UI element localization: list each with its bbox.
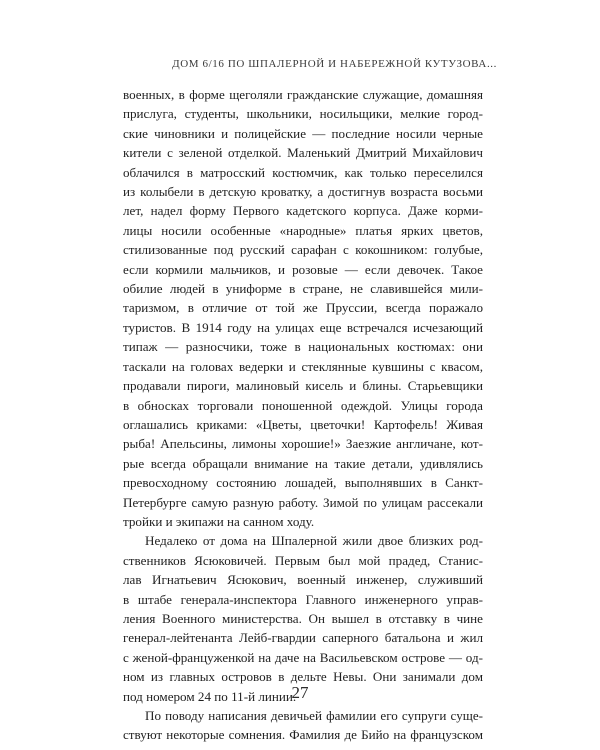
paragraph-1 (123, 85, 483, 531)
text-line: из колыбели в детскую кроватку, а достигнув возраста восьми (123, 184, 483, 200)
text-line: продавали пироги, малиновый кисель и блины. Старьевщики (123, 378, 483, 394)
text-line: лицы носили особенные «народные» платья ярких цветов, (123, 222, 483, 238)
text-line: в штабе генерала-инспектора Главного инженерного управ- (123, 591, 483, 607)
paragraph-2 (123, 531, 483, 706)
text-line: тройки и экипажи на санном ходу. (123, 513, 315, 529)
text-line: стилизованные под русский сарафан с кокошником: голубые, (123, 242, 483, 258)
text-line: оглашались криками: «Цветы, цветочки! Картофель! Живая (123, 416, 483, 432)
text-line: таризмом, в отличие от той же Пруссии, всегда поражало (123, 300, 483, 316)
text-line: обилие людей в униформе в стране, не славившейся мили- (123, 281, 483, 297)
text-line: если кормили мальчиков, и розовые — если девочек. Такое (123, 261, 483, 277)
text-line: под номером 24 по 11-й линии. (123, 688, 297, 704)
text-line: в обносках торговали поношенной одеждой. Улицы города (123, 397, 483, 413)
text-line: По поводу написания девичьей фамилии его супруги суще- (145, 708, 483, 723)
text-line: рыба! Апельсины, лимоны хорошие!» Заезжие англичане, кот- (123, 436, 483, 452)
text-line: ственников Ясюковичей. Первым был мой прадед, Станис- (123, 552, 483, 568)
text-line: превосходному состоянию лошадей, выполнявших в Санкт- (123, 475, 483, 491)
text-line: типаж — разносчики, тоже в национальных костюмах: они (123, 339, 483, 355)
text-line: облачился в матросский костюмчик, как только переселился (123, 164, 483, 180)
text-line: ления Военного министерства. Он вышел в отставку в чине (123, 610, 483, 626)
text-line: кители с зеленой отделкой. Маленький Дмитрий Михайлович (123, 145, 483, 161)
text-line: Недалеко от дома на Шпалерной жили двое близких род- (145, 533, 483, 549)
text-line: генерал-лейтенанта Лейб-гвардии саперного батальона и жил (123, 630, 483, 646)
text-line: лав Игнатьевич Ясюкович, военный инженер, служивший (123, 572, 483, 588)
page-number: 27 (291, 683, 309, 702)
text-line: ствуют некоторые сомнения. Фамилия де Бийо на французском (123, 727, 483, 743)
running-header: ДОМ 6/16 ПО ШПАЛЕРНОЙ И НАБЕРЕЖНОЙ КУТУЗОВА... (172, 58, 497, 70)
text-line: военных, в форме щеголяли гражданские служащие, домашняя (123, 87, 483, 102)
text-line: туристов. В 1914 году на улицах еще встречался исчезающий (123, 319, 483, 335)
text-line: прислуга, студенты, школьники, носильщики, мелкие город- (123, 106, 483, 122)
text-line: Петербурге самую разную работу. Зимой по улицам рассекали (123, 494, 483, 510)
text-line: ном из главных островов в дельте Невы. Они занимали дом (123, 669, 483, 685)
text-line: ские чиновники и полицейские — последние носили черные (123, 125, 483, 141)
text-line: лет, надел форму Первого кадетского корпуса. Даже корми- (123, 203, 483, 219)
paragraph-3 (123, 706, 483, 745)
text-line: с женой-француженкой на даче на Васильевском острове — од- (123, 649, 483, 665)
text-line: таскали на головах ведерки и стеклянные кувшины с квасом, (123, 358, 483, 374)
text-line: рые всегда обращали внимание на такие детали, удивлялись (123, 455, 483, 471)
body-text (123, 85, 483, 745)
